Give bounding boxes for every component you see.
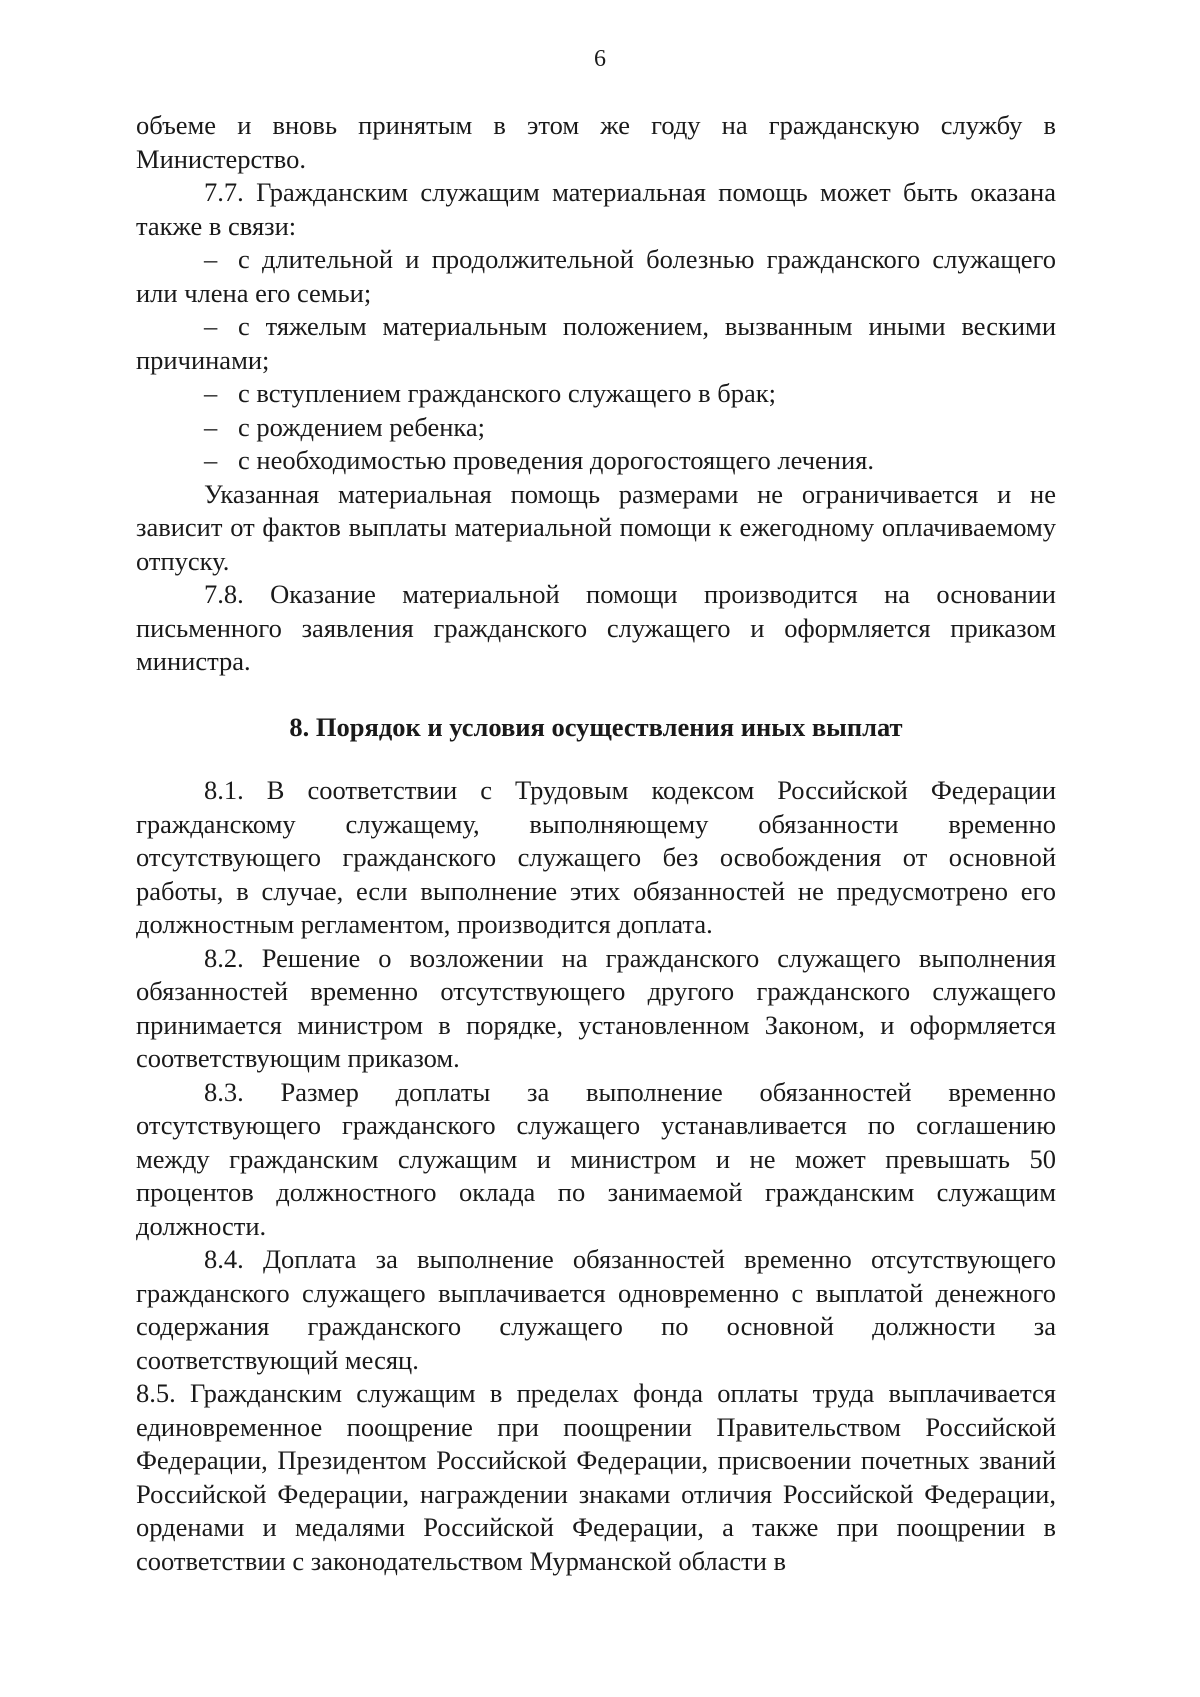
list-item-text: с длительной и продолжительной болезнью гражданского служащего или члена его семьи;: [136, 244, 1056, 308]
list-item: [136, 411, 1056, 445]
paragraph-8-4: 8.4. Доплата за выполнение обязанностей временно отсутствующего гражданского служащего выплачивается одновременно с выплатой денежного содержания гражданского служащего по основной должности за соответствующий месяц.: [136, 1244, 1056, 1375]
dash-marker: –: [204, 445, 218, 475]
list-item: [136, 377, 1056, 411]
list-item: [136, 310, 1056, 377]
paragraph-7-7: 7.7. Гражданским служащим материальная помощь может быть оказана также в связи:: [136, 177, 1056, 241]
dash-marker: –: [204, 411, 218, 442]
list-item-text: с необходимостью проведения дорогостоящего лечения.: [238, 445, 874, 475]
list-item: [136, 243, 1056, 310]
paragraph-8-2: 8.2. Решение о возложении на гражданского служащего выполнения обязанностей временно отсутствующего другого гражданского служащего принимается министром в порядке, установленном Законом, и оформляется соответствующим приказом.: [136, 942, 1056, 1073]
section-heading: 8. Порядок и условия осуществления иных выплат: [289, 711, 903, 742]
dash-marker: –: [204, 244, 218, 274]
paragraph-continuation: объеме и вновь принятым в этом же году на гражданскую службу в Министерство.: [136, 110, 1056, 174]
paragraph-note: Указанная материальная помощь размерами не ограничивается и не зависит от фактов выплаты материальной помощи к ежегодному оплачиваемому отпуску.: [136, 478, 1056, 576]
paragraph-8-1: 8.1. В соответствии с Трудовым кодексом Российской Федерации гражданскому служащему, выполняющему обязанности временно отсутствующего гражданского служащего без освобождения от основной работы, в случае, если выполнение этих обязанностей не предусмотрено его должностным регламентом, производится доплата.: [136, 775, 1056, 939]
dash-marker: –: [204, 378, 218, 408]
list-item-text: с вступлением гражданского служащего в брак;: [238, 378, 776, 408]
paragraph-8-3: 8.3. Размер доплаты за выполнение обязанностей временно отсутствующего гражданского служащего устанавливается по соглашению между гражданским служащим и министром и не может превышать 50 процентов должностного оклада по занимаемой гражданским служащим должности.: [136, 1076, 1056, 1241]
list-item-text: с рождением ребенка;: [238, 411, 485, 442]
paragraph-8-5: 8.5. Гражданским служащим в пределах фонда оплаты труда выплачивается единовременное поощрение при поощрении Правительством Российской Федерации, Президентом Российской Федерации, присвоении почетных званий Российской Федерации, награждении знаками отличия Российской Федерации, орденами и медалями Российской Федерации, а также при поощрении в соответствии с законодательством Мурманской области в: [136, 1378, 1056, 1576]
paragraph-7-8: 7.8. Оказание материальной помощи производится на основании письменного заявления гражданского служащего и оформляется приказом министра.: [136, 579, 1056, 676]
page-number: 6: [594, 46, 606, 72]
list-item-text: с тяжелым материальным положением, вызванным иными вескими причинами;: [136, 311, 1056, 375]
document-body: [136, 109, 1056, 1578]
dash-marker: –: [204, 311, 218, 341]
list-item: [136, 444, 1056, 478]
